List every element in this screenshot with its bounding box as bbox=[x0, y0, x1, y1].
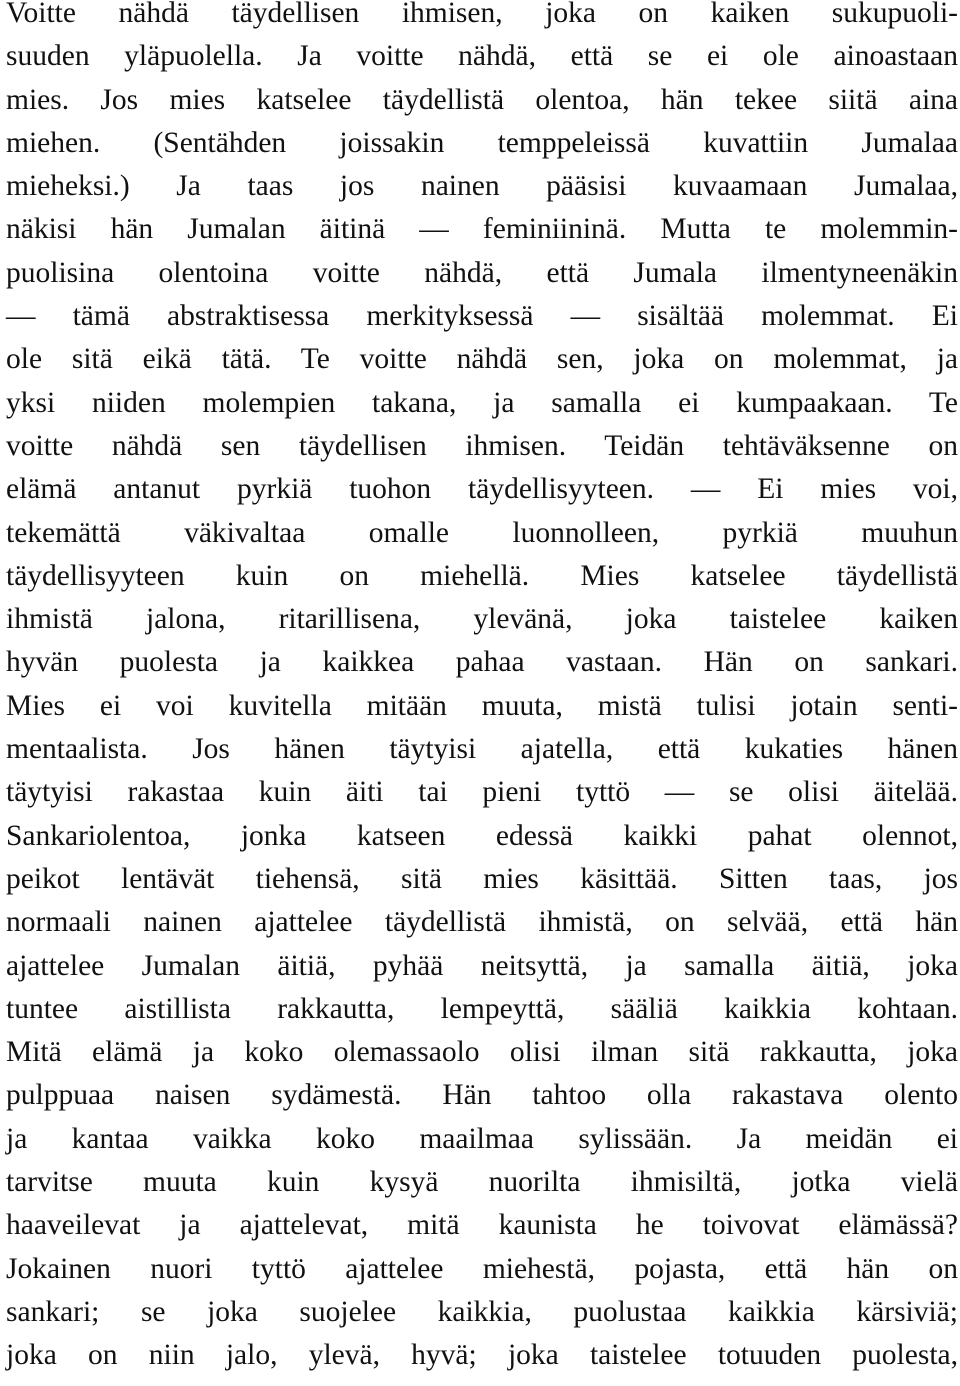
text-line: Mies ei voi kuvitella mitään muuta, mistä tulisi jotain senti- bbox=[6, 689, 958, 722]
text-line: puolisina olentoina voitte nähdä, että Jumala ilmentyneenäkin bbox=[6, 256, 958, 289]
text-line: — tämä abstraktisessa merkityksessä — sisältää molemmat. Ei bbox=[6, 300, 958, 333]
text-line: ole sitä eikä tätä. Te voitte nähdä sen, joka on molemmat, ja bbox=[6, 343, 958, 376]
text-line: tekemättä väkivaltaa omalle luonnolleen, pyrkiä muuhun bbox=[6, 516, 958, 549]
text-line: voitte nähdä sen täydellisen ihmisen. Teidän tehtäväksenne on bbox=[6, 429, 958, 462]
text-line: täytyisi rakastaa kuin äiti tai pieni tyttö — se olisi äitelää. bbox=[6, 776, 958, 809]
text-line: hyvän puolesta ja kaikkea pahaa vastaan. Hän on sankari. bbox=[6, 646, 958, 679]
text-line: suuden yläpuolella. Ja voitte nähdä, että se ei ole ainoastaan bbox=[6, 40, 958, 73]
text-line: mieheksi.) Ja taas jos nainen pääsisi kuvaamaan Jumalaa, bbox=[6, 170, 958, 203]
text-line: miehen. (Sentähden joissakin temppeleissä kuvattiin Jumalaa bbox=[6, 126, 958, 159]
text-line: elämä antanut pyrkiä tuohon täydellisyyteen. — Ei mies voi, bbox=[6, 473, 958, 506]
text-line: tarvitse muuta kuin kysyä nuorilta ihmisiltä, jotka vielä bbox=[6, 1166, 958, 1199]
text-line: ihmistä jalona, ritarillisena, ylevänä, joka taistelee kaiken bbox=[6, 603, 958, 636]
text-line: pulppuaa naisen sydämestä. Hän tahtoo olla rakastava olento bbox=[6, 1079, 958, 1112]
text-line: sankari; se joka suojelee kaikkia, puolustaa kaikkia kärsiviä; bbox=[6, 1295, 958, 1328]
text-line: Jokainen nuori tyttö ajattelee miehestä, pojasta, että hän on bbox=[6, 1252, 958, 1285]
text-line: täydellisyyteen kuin on miehellä. Mies katselee täydellistä bbox=[6, 559, 958, 592]
text-line: yksi niiden molempien takana, ja samalla ei kumpaakaan. Te bbox=[6, 386, 958, 419]
text-line: normaali nainen ajattelee täydellistä ihmistä, on selvää, että hän bbox=[6, 906, 958, 939]
text-line: peikot lentävät tiehensä, sitä mies käsittää. Sitten taas, jos bbox=[6, 862, 958, 895]
text-line: Mitä elämä ja koko olemassaolo olisi ilman sitä rakkautta, joka bbox=[6, 1036, 958, 1069]
text-line: ja kantaa vaikka koko maailmaa sylissään. Ja meidän ei bbox=[6, 1122, 958, 1155]
text-line: mentaalista. Jos hänen täytyisi ajatella, että kukaties hänen bbox=[6, 733, 958, 766]
text-line: joka on niin jalo, ylevä, hyvä; joka taistelee totuuden puolesta, bbox=[6, 1339, 958, 1372]
text-line: Sankariolentoa, jonka katseen edessä kaikki pahat olennot, bbox=[6, 819, 958, 852]
text-line: näkisi hän Jumalan äitinä — feminiininä. Mutta te molemmin- bbox=[6, 213, 958, 246]
text-line: ajattelee Jumalan äitiä, pyhää neitsyttä, ja samalla äitiä, joka bbox=[6, 949, 958, 982]
text-line: tuntee aistillista rakkautta, lempeyttä, sääliä kaikkia kohtaan. bbox=[6, 992, 958, 1025]
text-line: haaveilevat ja ajattelevat, mitä kaunista he toivovat elämässä? bbox=[6, 1209, 958, 1242]
body-text bbox=[6, 0, 958, 1378]
text-line: mies. Jos mies katselee täydellistä olentoa, hän tekee siitä aina bbox=[6, 83, 958, 116]
text-line: Voitte nähdä täydellisen ihmisen, joka on kaiken sukupuoli- bbox=[6, 0, 958, 29]
